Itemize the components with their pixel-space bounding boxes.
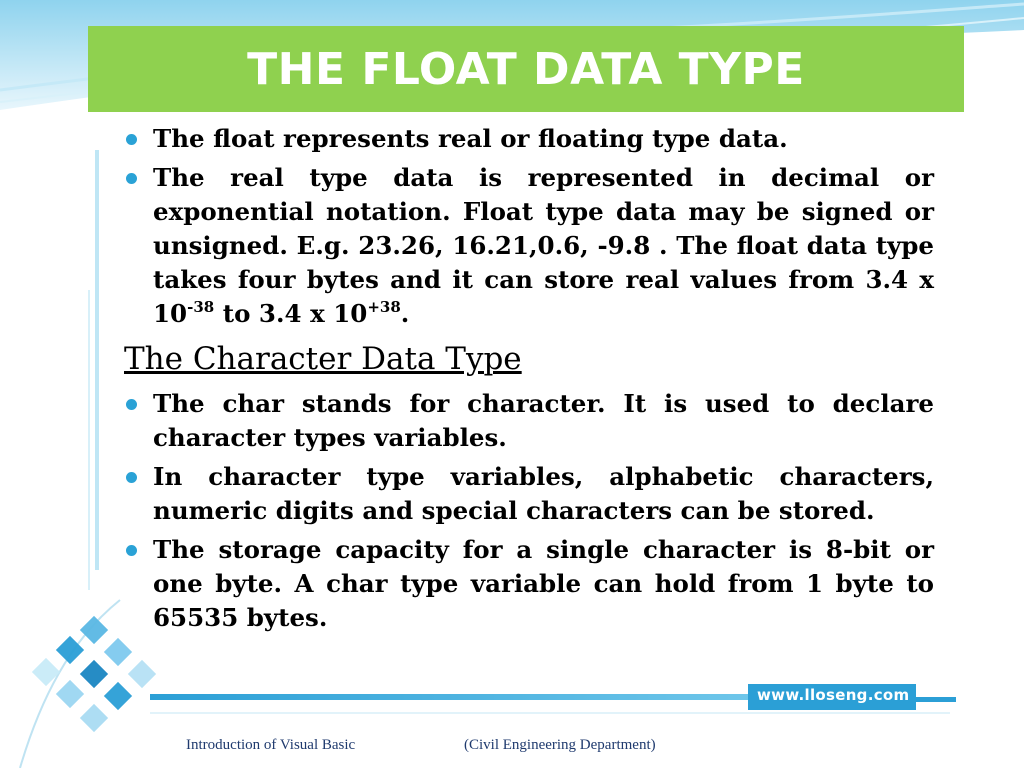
slide-content (124, 122, 934, 640)
website-link[interactable]: www.lloseng.com (757, 686, 910, 704)
bullet-text-end: . (400, 299, 410, 328)
bullet-text: The storage capacity for a single character is 8-bit or one byte. A char type variable can hold from 1 byte to 65535 bytes. (153, 535, 934, 632)
bullet-text: In character type variables, alphabetic characters, numeric digits and special characters can be stored. (153, 462, 934, 525)
bullet-dot-icon (126, 134, 137, 145)
bullet-text: The char stands for character. It is used to declare character types variables. (153, 389, 934, 452)
bullet-dot-icon (126, 472, 137, 483)
char-bullet-list (124, 387, 934, 635)
bullet-text: The float represents real or floating type data. (153, 124, 788, 153)
title-bar (88, 26, 964, 112)
bullet-text: The real type data is represented in decimal or exponential notation. Float type data may be signed or unsigned. E.g. 23.26, 16.21,0.6, -9.8 . The float data type takes four bytes and it can store real values from 3.4 x 10 (153, 163, 934, 328)
slide-title: THE FLOAT DATA TYPE (247, 43, 805, 95)
exponent-negative: -38 (187, 298, 215, 316)
footer-course-title: Introduction of Visual Basic (186, 737, 356, 753)
bullet-item (124, 161, 934, 331)
bullet-item (124, 122, 934, 156)
bullet-dot-icon (126, 399, 137, 410)
bullet-text-continued: to 3.4 x 10 (214, 299, 368, 328)
exponent-positive: +38 (367, 298, 401, 316)
bullet-item (124, 387, 934, 455)
bullet-dot-icon (126, 173, 137, 184)
section-heading: The Character Data Type (124, 341, 522, 377)
bullet-item (124, 460, 934, 528)
footer-department: (Civil Engineering Department) (464, 737, 656, 753)
float-bullet-list (124, 122, 934, 331)
bullet-item (124, 533, 934, 635)
bullet-dot-icon (126, 545, 137, 556)
